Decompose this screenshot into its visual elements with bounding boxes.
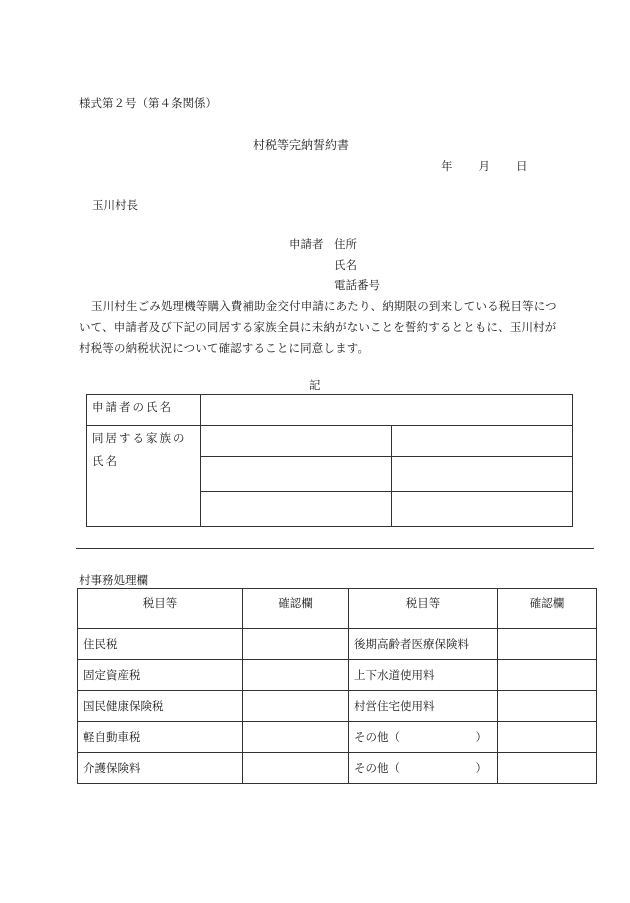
- applicant-name-label: 申請者の氏名: [87, 395, 201, 426]
- family-table: [86, 394, 573, 527]
- name-label: 氏名: [334, 258, 357, 272]
- ki-heading: 記: [309, 378, 321, 392]
- check-cell[interactable]: [498, 660, 597, 691]
- check-cell[interactable]: [498, 691, 597, 722]
- family-name-cell[interactable]: [392, 492, 573, 527]
- header-check: 確認欄: [243, 589, 349, 629]
- check-cell[interactable]: [498, 722, 597, 753]
- family-label-line2: 氏名: [92, 454, 119, 468]
- other-label: その他（: [354, 761, 400, 775]
- tax-item-other: [349, 753, 498, 784]
- family-label-line1: 同居する家族の: [92, 431, 187, 445]
- date-year-label: 年: [441, 159, 453, 173]
- family-name-cell[interactable]: [201, 457, 392, 492]
- office-table: [77, 588, 597, 784]
- office-use-label: 村事務処理欄: [79, 573, 148, 587]
- check-cell[interactable]: [243, 660, 349, 691]
- tax-item: 軽自動車税: [78, 722, 243, 753]
- tax-item: 固定資産税: [78, 660, 243, 691]
- check-cell[interactable]: [498, 753, 597, 784]
- paren-close: ）: [475, 761, 487, 775]
- family-name-cell[interactable]: [392, 426, 573, 457]
- address-label: 住所: [334, 237, 357, 251]
- check-cell[interactable]: [243, 629, 349, 660]
- tax-item: 村営住宅使用料: [349, 691, 498, 722]
- divider: [76, 548, 594, 549]
- family-name-cell[interactable]: [201, 492, 392, 527]
- applicant-heading: 申請者: [289, 237, 324, 251]
- page-title: 村税等完納誓約書: [253, 138, 350, 152]
- family-name-cell[interactable]: [392, 457, 573, 492]
- tax-item: 後期高齢者医療保険料: [349, 629, 498, 660]
- header-check: 確認欄: [498, 589, 597, 629]
- tax-item: 上下水道使用料: [349, 660, 498, 691]
- check-cell[interactable]: [243, 722, 349, 753]
- pledge-text: 玉川村生ごみ処理機等購入費補助金交付申請にあたり、納期限の到来している税目等について、申請者及び下記の同居する家族全員に未納がないことを誓約するとともに、玉川村が村税等の納税状況について確認することに同意します。: [79, 299, 557, 355]
- form-number: 様式第２号（第４条関係）: [79, 96, 217, 110]
- other-label: その他（: [354, 730, 400, 744]
- header-tax-item: 税目等: [349, 589, 498, 629]
- paren-close: ）: [475, 730, 487, 744]
- check-cell[interactable]: [498, 629, 597, 660]
- check-cell[interactable]: [243, 753, 349, 784]
- date-line: [441, 158, 528, 174]
- tax-item: 国民健康保険税: [78, 691, 243, 722]
- tax-item-other: [349, 722, 498, 753]
- tax-item: 介護保険料: [78, 753, 243, 784]
- family-name-label: [87, 426, 201, 527]
- check-cell[interactable]: [243, 691, 349, 722]
- addressee: 玉川村長: [92, 198, 138, 212]
- applicant-name-cell[interactable]: [201, 395, 573, 426]
- family-name-cell[interactable]: [201, 426, 392, 457]
- date-month-label: 月: [478, 159, 490, 173]
- date-day-label: 日: [516, 159, 528, 173]
- header-tax-item: 税目等: [78, 589, 243, 629]
- phone-label: 電話番号: [334, 278, 380, 292]
- tax-item: 住民税: [78, 629, 243, 660]
